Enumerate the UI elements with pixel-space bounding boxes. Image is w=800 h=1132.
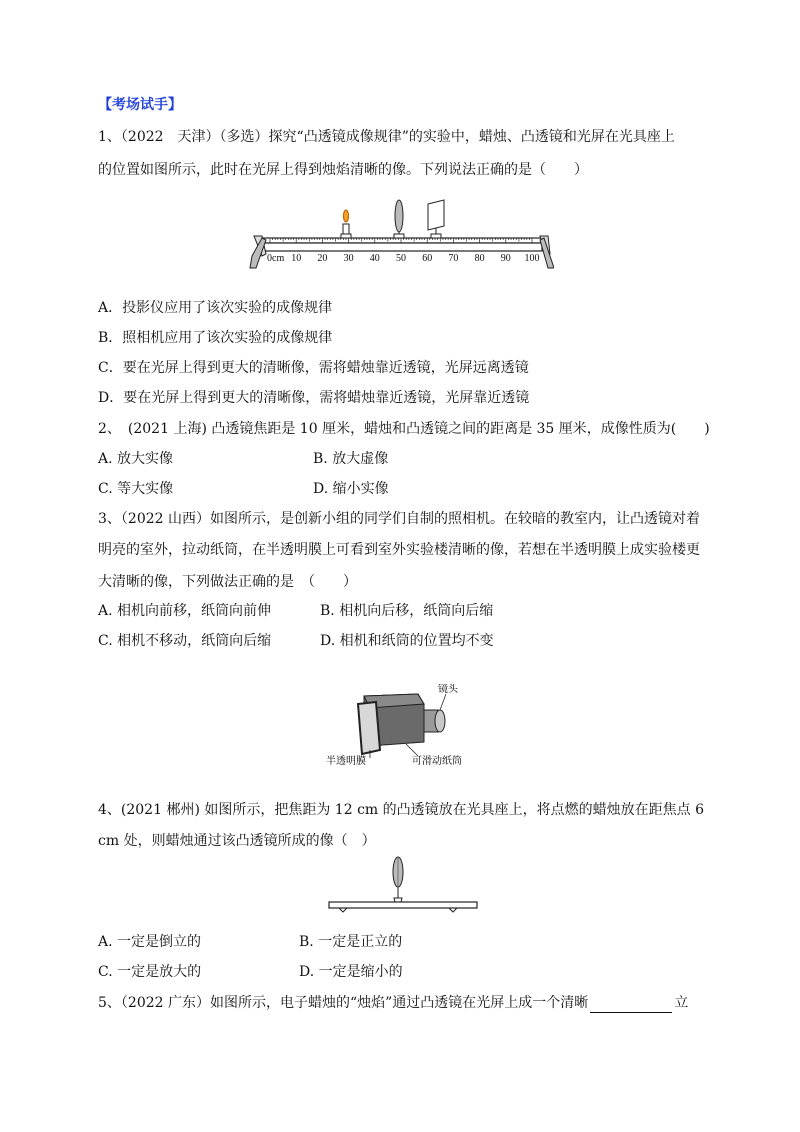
q2-line1: 2、 (2021 上海) 凸透镜焦距是 10 厘米，蜡烛和凸透镜之间的距离是 35 厘米，成像性质为( ) <box>98 421 710 437</box>
label-lens: 镜头 <box>438 684 458 695</box>
q1-option-c: C．要在光屏上得到更大的清晰像，需将蜡烛靠近透镜，光屏远离透镜 <box>98 360 529 376</box>
ruler-tick-label: 60 <box>422 253 433 264</box>
q2-option-b: B. 放大虚像 <box>313 451 389 467</box>
label-tube: 可滑动纸筒 <box>412 756 462 767</box>
q1-option-b: B．照相机应用了该次实验的成像规律 <box>98 330 333 346</box>
q1-line1: 1、（2022 天津）（多选）探究“凸透镜成像规律”的实验中，蜡烛、凸透镜和光屏在光具座上 <box>98 129 675 145</box>
q1-option-a: A．投影仪应用了该次实验的成像规律 <box>98 300 333 316</box>
q3-option-a: A. 相机向前移，纸筒向前伸 <box>98 603 272 619</box>
q4-line1: 4、(2021 郴州) 如图所示，把焦距为 12 cm 的凸透镜放在光具座上，将点燃的蜡烛放在距焦点 6 <box>98 802 704 818</box>
q1-option-d: D．要在光屏上得到更大的清晰像，需将蜡烛靠近透镜，光屏靠近透镜 <box>98 390 530 406</box>
ruler-tick-label: 40 <box>369 253 380 264</box>
q4-option-d: D. 一定是缩小的 <box>299 964 403 980</box>
ruler-tick-label: 50 <box>396 253 406 264</box>
optical-bench-figure <box>248 196 554 274</box>
q4-option-c: C. 一定是放大的 <box>98 964 202 980</box>
q4-option-a: A. 一定是倒立的 <box>98 934 202 950</box>
ruler-tick-label: 80 <box>474 253 485 264</box>
left-foot <box>250 236 266 268</box>
q5-line1 <box>98 993 688 1013</box>
ruler-tick-label: 30 <box>343 253 354 264</box>
q3-line3: 大清晰的像，下列做法正确的是 （ ） <box>98 574 357 590</box>
light-screen <box>428 200 444 238</box>
ruler-tick-label: 90 <box>500 253 511 264</box>
homemade-camera-figure <box>326 684 482 770</box>
q3-option-c: C. 相机不移动，纸筒向后缩 <box>98 633 272 649</box>
q2-option-c: C. 等大实像 <box>98 481 174 497</box>
q5-text-end: 立 <box>674 995 689 1011</box>
q5-text: 5、（2022 广东）如图所示，电子蜡烛的“烛焰”通过凸透镜在光屏上成一个清晰 <box>98 995 589 1011</box>
lens-on-bench-figure <box>327 855 479 919</box>
q2-option-d: D. 缩小实像 <box>313 481 389 497</box>
candle <box>341 210 351 238</box>
label-film: 半透明膜 <box>326 756 366 767</box>
ruler-tick-label: 10 <box>291 253 302 264</box>
q5-answer-blank <box>590 998 672 1013</box>
q3-line1: 3、（2022 山西）如图所示，是创新小组的同学们自制的照相机。在较暗的教室内，让凸透镜对着 <box>98 511 700 527</box>
section-heading: 【考场试手】 <box>98 97 182 113</box>
q4-line2: cm 处，则蜡烛通过该凸透镜所成的像（ ） <box>98 833 376 849</box>
right-foot <box>540 236 554 268</box>
ruler-tick-label: 0cm <box>267 253 285 264</box>
q3-option-d: D. 相机和纸筒的位置均不变 <box>320 633 494 649</box>
ruler-tick-label: 100 <box>524 253 540 264</box>
q2-option-a: A. 放大实像 <box>98 451 174 467</box>
convex-lens <box>394 200 404 238</box>
ruler-tick-label: 20 <box>317 253 328 264</box>
q4-option-b: B. 一定是正立的 <box>299 934 403 950</box>
q3-option-b: B. 相机向后移，纸筒向后缩 <box>320 603 494 619</box>
q1-line2: 的位置如图所示，此时在光屏上得到烛焰清晰的像。下列说法正确的是（ ） <box>98 162 588 178</box>
ruler-tick-label: 70 <box>448 253 459 264</box>
q3-line2: 明亮的室外，拉动纸筒，在半透明膜上可看到室外实验楼清晰的像，若想在半透明膜上成实验楼更 <box>98 542 700 558</box>
